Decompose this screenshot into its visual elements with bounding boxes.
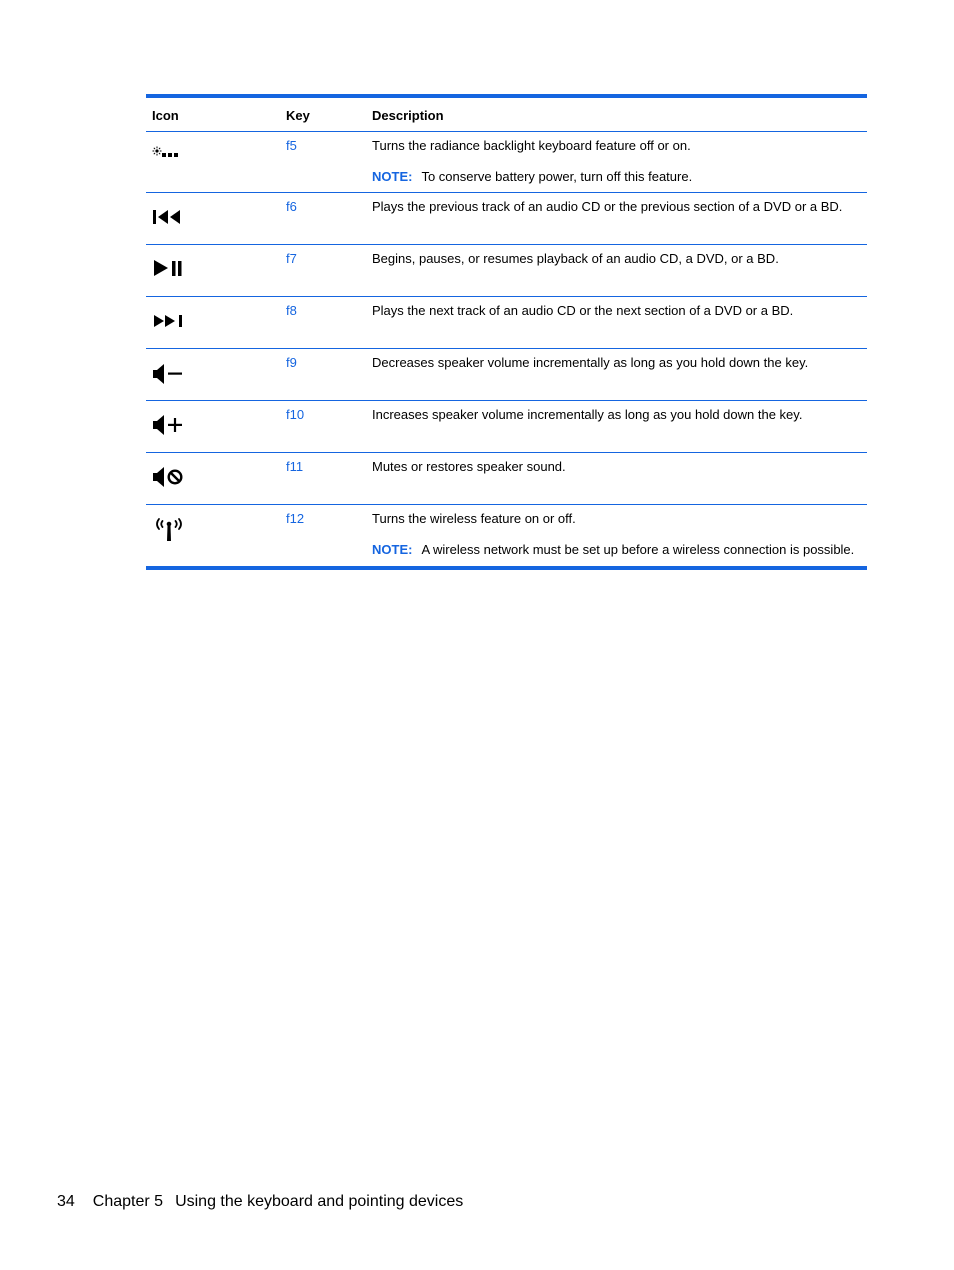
volume-up-icon <box>152 414 186 436</box>
previous-track-icon <box>152 209 186 225</box>
table-row <box>146 132 867 193</box>
table-header-row <box>146 98 867 132</box>
page-footer <box>57 1192 463 1212</box>
table-row <box>146 193 867 245</box>
key-f9[interactable]: f9 <box>286 355 297 370</box>
description-f10: Increases speaker volume incrementally as long as you hold down the key. <box>372 407 803 422</box>
function-key-table <box>146 94 867 570</box>
description-f5 <box>372 138 862 185</box>
keyboard-backlight-icon <box>152 146 180 160</box>
description-text: Turns the wireless feature on or off. <box>372 511 576 526</box>
note-label: NOTE: <box>372 169 413 184</box>
volume-down-icon <box>152 363 186 385</box>
description-f12 <box>372 511 862 558</box>
description-f9: Decreases speaker volume incrementally as long as you hold down the key. <box>372 355 809 370</box>
play-pause-icon <box>152 259 186 277</box>
table-bottom-rule <box>146 566 867 570</box>
note-text: To conserve battery power, turn off this feature. <box>421 169 693 184</box>
next-track-icon <box>152 313 186 329</box>
note-text: A wireless network must be set up before a wireless connection is possible. <box>421 542 855 557</box>
key-f8[interactable]: f8 <box>286 303 297 318</box>
description-f6: Plays the previous track of an audio CD or the previous section of a DVD or a BD. <box>372 199 843 214</box>
table-row <box>146 401 867 453</box>
description-f8: Plays the next track of an audio CD or the next section of a DVD or a BD. <box>372 303 794 318</box>
key-f5[interactable]: f5 <box>286 138 297 153</box>
mute-icon <box>152 466 186 488</box>
header-description: Description <box>372 108 444 123</box>
header-key: Key <box>286 108 310 123</box>
key-f10[interactable]: f10 <box>286 407 305 422</box>
key-f11[interactable]: f11 <box>286 459 304 474</box>
note <box>372 542 862 558</box>
table-row <box>146 297 867 349</box>
note-label: NOTE: <box>372 542 413 557</box>
table-row <box>146 453 867 505</box>
table-row <box>146 505 867 566</box>
chapter-title: Using the keyboard and pointing devices <box>175 1193 464 1210</box>
table-row <box>146 245 867 297</box>
note <box>372 169 862 185</box>
description-f7: Begins, pauses, or resumes playback of an audio CD, a DVD, or a BD. <box>372 251 779 266</box>
key-f7[interactable]: f7 <box>286 251 297 266</box>
page-number: 34 <box>57 1193 75 1210</box>
key-f12[interactable]: f12 <box>286 511 305 526</box>
key-f6[interactable]: f6 <box>286 199 297 214</box>
table-row <box>146 349 867 401</box>
chapter-label: Chapter 5 <box>92 1193 164 1210</box>
wireless-icon <box>152 515 186 543</box>
header-icon: Icon <box>152 108 179 123</box>
description-f11: Mutes or restores speaker sound. <box>372 459 566 474</box>
description-text: Turns the radiance backlight keyboard feature off or on. <box>372 138 691 153</box>
